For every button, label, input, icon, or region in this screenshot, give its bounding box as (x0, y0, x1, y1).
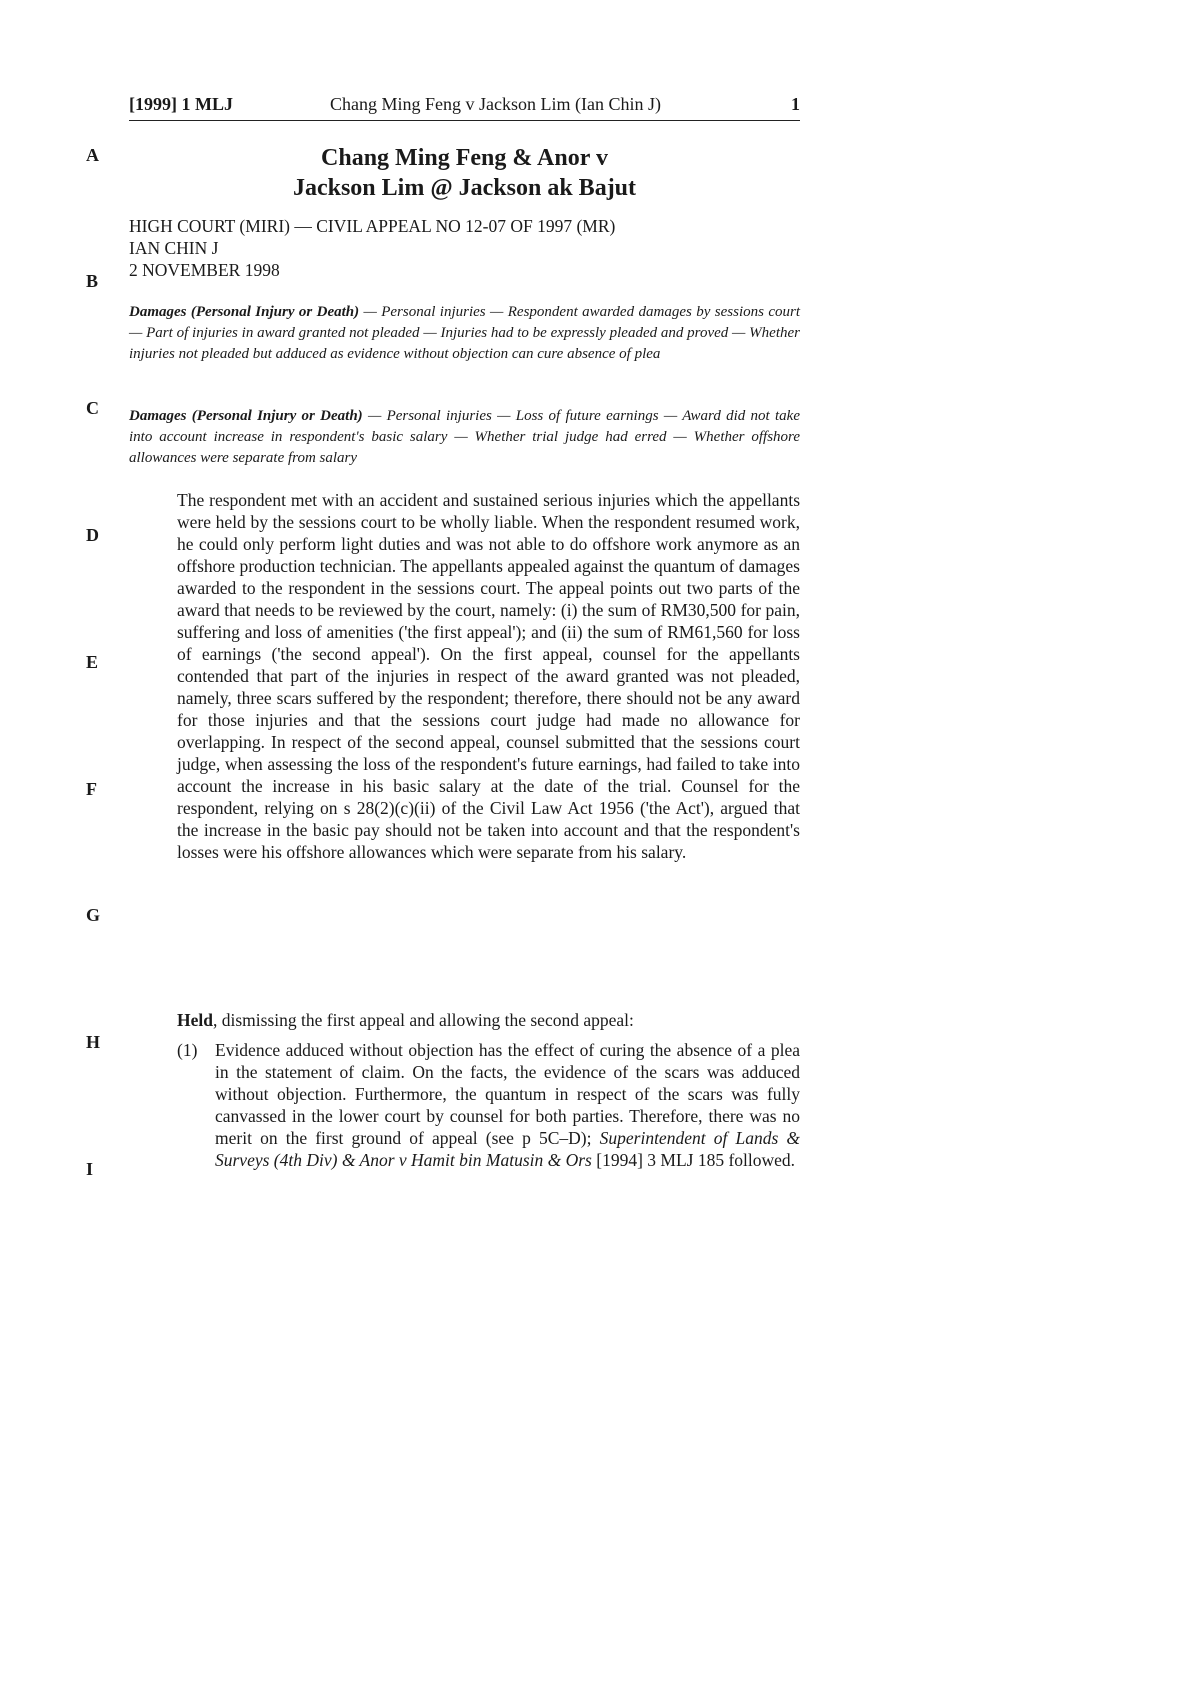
case-title-line-2: Jackson Lim @ Jackson ak Bajut (292, 175, 637, 201)
holding-1-number: (1) (177, 1040, 198, 1060)
margin-letter-e: E (86, 652, 99, 672)
margin-letter-i: I (86, 1159, 94, 1179)
header-page-number: 1 (791, 94, 800, 114)
holding-1 (177, 1039, 800, 1171)
court-line-1: HIGH COURT (MIRI) — CIVIL APPEAL NO 12-07 OF 1997 (MR) (129, 216, 616, 236)
margin-letter-f: F (86, 779, 97, 799)
catchword-1-head: Damages (Personal Injury or Death) (129, 304, 360, 320)
court-line-3: 2 NOVEMBER 1998 (129, 260, 280, 280)
held-text: , dismissing the first appeal and allowing the second appeal: (212, 1010, 634, 1030)
court-details (129, 215, 800, 281)
case-title-line-1: Chang Ming Feng & Anor v (321, 145, 608, 171)
holding-1-case-citation: [1994] 3 MLJ 185 followed. (591, 1150, 796, 1170)
case-title (129, 143, 800, 203)
margin-letter-d: D (86, 525, 99, 545)
catchword-2-head: Damages (Personal Injury or Death) (129, 408, 363, 424)
holding-1-text: Evidence adduced without objection has the effect of curing the absence of a plea in the statement of claim. On the facts, the evidence of the scars was adduced without objection. Furthermore, the quantum in respect of the scars was fully canvassed in the lower court by counsel for both parties. Therefore, there was no merit on the first ground of appeal (see p 5C–D); (215, 1040, 800, 1148)
header-citation: [1999] 1 MLJ (129, 94, 233, 114)
held-line (177, 1009, 800, 1031)
catchword-2 (129, 406, 800, 469)
holding-1-body (215, 1039, 800, 1171)
margin-letter-b: B (86, 271, 99, 291)
margin-letter-g: G (86, 905, 101, 925)
case-summary (177, 489, 800, 863)
held-label: Held (177, 1010, 213, 1030)
margin-letter-a: A (86, 145, 99, 165)
running-header (129, 94, 800, 121)
catchword-1-text: — Personal injuries — Respondent awarded damages by sessions court — Part of injuries in award granted not pleaded — Injuries had to be expressly pleaded and proved — Whether injuries not pleaded but adduced as evidence without objection can cure absence of plea (129, 304, 801, 362)
margin-letter-h: H (86, 1032, 101, 1052)
holding-1-case-name: Superintendent of Lands & Surveys (4th Div) & Anor v Hamit bin Matusin & Ors (215, 1128, 801, 1170)
margin-letter-c: C (86, 398, 99, 418)
header-running-title: Chang Ming Feng v Jackson Lim (Ian Chin J) (330, 94, 661, 114)
catchword-2-text: — Personal injuries — Loss of future earnings — Award did not take into account increase in respondent's basic salary — Whether trial judge had erred — Whether offshore allowances were separate from salary (129, 408, 800, 466)
court-line-2: IAN CHIN J (129, 238, 219, 258)
catchword-1 (129, 302, 800, 365)
summary-paragraph: The respondent met with an accident and sustained serious injuries which the appellants were held by the sessions court to be wholly liable. When the respondent resumed work, he could only perform light duties and was not able to do offshore work anymore as an offshore production technician. The appellants appealed against the quantum of damages awarded to the respondent in the sessions court. The appeal points out two parts of the award that needs to be reviewed by the court, namely: (i) the sum of RM30,500 for pain, suffering and loss of amenities ('the first appeal'); and (ii) the sum of RM61,560 for loss of earnings ('the second appeal'). On the first appeal, counsel for the appellants contended that part of the injuries in respect of the award granted was not pleaded, namely, three scars suffered by the respondent; therefore, there should not be any award for those injuries and that the sessions court judge had made no allowance for overlapping. In respect of the second appeal, counsel submitted that the sessions court judge, when assessing the loss of the respondent's future earnings, had failed to take into account the increase in his basic salary at the date of the trial. Counsel for the respondent, relying on s 28(2)(c)(ii) of the Civil Law Act 1956 ('the Act'), argued that the increase in the basic pay should not be taken into account and that the respondent's losses were his offshore allowances which were separate from his salary. (177, 490, 800, 862)
